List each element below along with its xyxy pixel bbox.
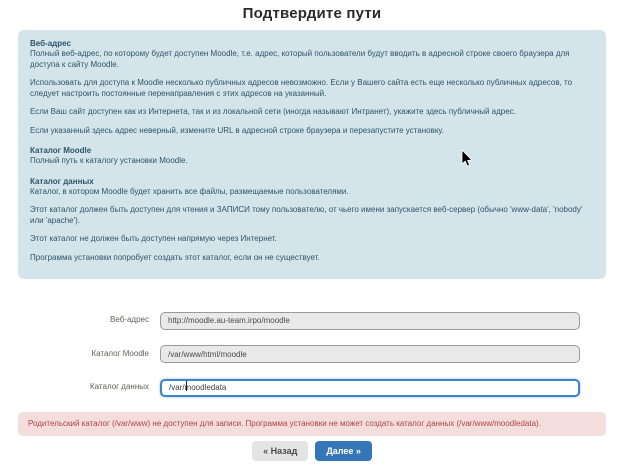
info-heading-moodle-dir: Каталог Moodle <box>30 146 92 155</box>
form-row-data-dir <box>0 377 624 397</box>
next-button[interactable]: Далее » <box>315 441 372 461</box>
info-section-moodle-dir <box>30 146 594 167</box>
back-button[interactable]: « Назад <box>252 441 308 461</box>
info-paragraph: Полный веб-адрес, по которому будет доступен Moodle, т.е. адрес, который пользователи будут вводить в адресной строке своего браузера для доступа к сайту Moodle. <box>30 49 570 69</box>
info-paragraph: Этот каталог должен быть доступен для чтения и ЗАПИСИ тому пользователю, от чьего имени запускается веб-сервер (обычно 'www-data', 'nobody' или 'apache'). <box>30 205 583 225</box>
data-dir-label: Каталог данных <box>89 382 149 392</box>
paths-form <box>0 310 624 411</box>
paths-info-panel <box>18 30 606 279</box>
info-paragraph: Каталог, в котором Moodle будет хранить все файлы, размещаемые пользователями. <box>30 186 349 196</box>
error-message: Родительский каталог (/var/www) не доступен для записи. Программа установки не может создать каталог данных (/var/www/moodledata). <box>28 419 541 428</box>
data-dir-input[interactable] <box>160 379 580 397</box>
info-heading-data-dir: Каталог данных <box>30 176 94 186</box>
info-paragraph: Программа установки попробует создать этот каталог, если он не существует. <box>30 252 320 262</box>
info-paragraph: Полный путь к каталогу установки Moodle. <box>30 156 188 165</box>
web-address-input[interactable] <box>160 312 580 330</box>
info-section-web-address <box>30 39 594 136</box>
text-caret <box>186 381 187 391</box>
info-paragraph: Этот каталог не должен быть доступен напрямую через Интернет. <box>30 234 277 243</box>
info-paragraph: Если Ваш сайт доступен как из Интернета, так и из локальной сети (иногда называют Интранет), укажите здесь публичный адрес. <box>30 107 516 116</box>
info-paragraph: Использовать для доступа к Moodle несколько публичных адресов невозможно. Если у Вашего сайта есть еще несколько публичных адресов, то следует настроить постоянные перенаправления с этих адресов на указанный. <box>30 78 573 98</box>
form-row-moodle-dir <box>0 344 624 364</box>
wizard-buttons <box>0 441 624 461</box>
info-section-data-dir <box>30 177 594 264</box>
info-heading-web-address: Веб-адрес <box>30 39 71 48</box>
form-row-web-address <box>0 310 624 330</box>
moodle-dir-label: Каталог Moodle <box>91 348 149 358</box>
page-title: Подтвердите пути <box>242 5 382 22</box>
web-address-label: Веб-адрес <box>110 315 149 325</box>
moodle-dir-input[interactable] <box>160 345 580 363</box>
error-alert <box>18 412 606 436</box>
info-paragraph: Если указанный здесь адрес неверный, измените URL в адресной строке браузера и перезапустите установку. <box>30 125 444 135</box>
